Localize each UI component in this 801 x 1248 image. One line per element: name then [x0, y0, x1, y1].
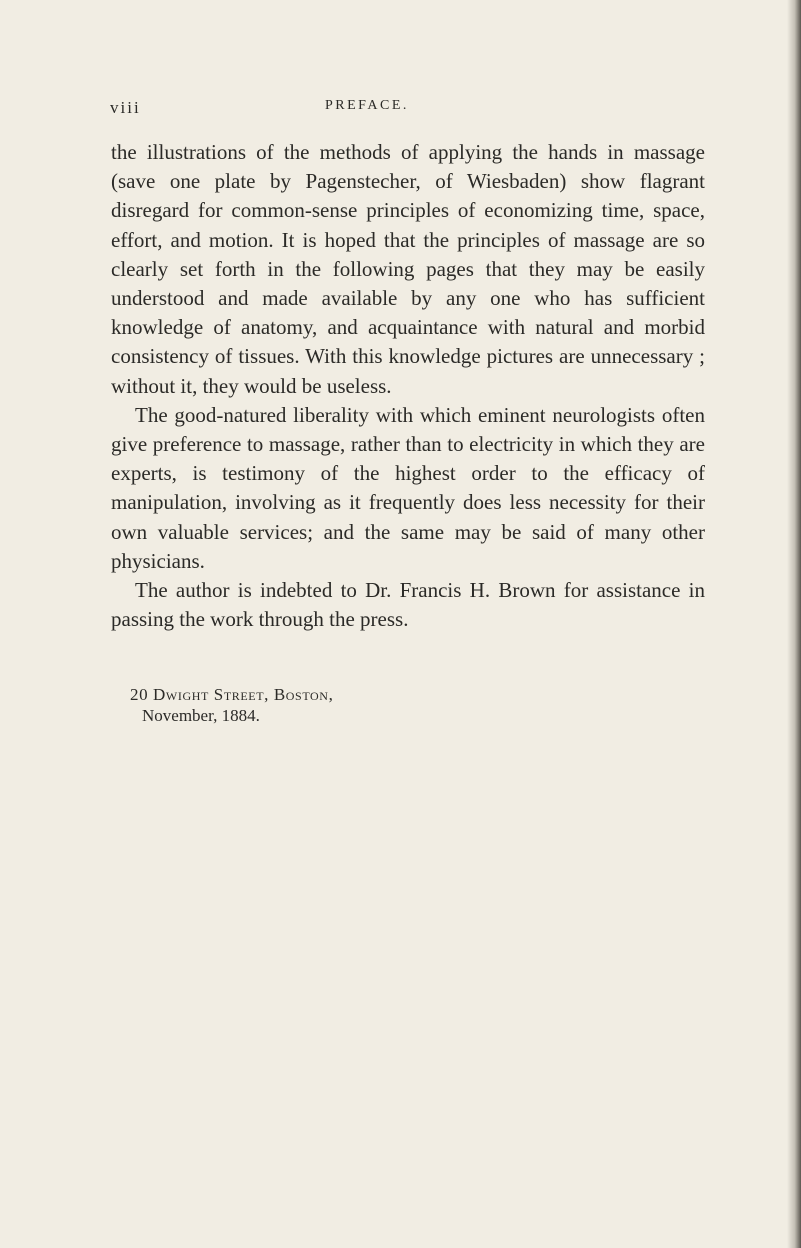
page-edge-shadow	[787, 0, 801, 1248]
page-number: viii	[110, 98, 141, 117]
signature-block	[130, 684, 333, 726]
signature-date: November, 1884.	[142, 706, 260, 725]
running-title: PREFACE.	[325, 98, 409, 113]
page-header	[110, 98, 710, 122]
signature-address: 20 Dwight Street, Boston,	[130, 685, 334, 704]
paragraph-acknowledgement: The author is indebted to Dr. Francis H. Brown for assistance in passing the work through the press.	[111, 578, 705, 632]
paragraph-neurologists: The good-natured liberality with which eminent neurologists often give preference to massage, rather than to electricity in which they are experts, is testimony of the highest order to the efficacy of manipulation, involving as it frequently does less necessity for their own valuable services; and the same may be said of many other physicians.	[111, 402, 705, 573]
preface-body	[111, 138, 705, 634]
paragraph-continued: the illustrations of the methods of applying the hands in massage (save one plate by Pagenstecher, of Wiesbaden) show flagrant disregard for common-sense principles of economizing time, space, effort, and motion. It is hoped that the principles of massage are so clearly set forth in the following pages that they may be easily understood and made available by any one who has sufficient knowledge of anatomy, and acquaintance with natural and morbid consistency of tissues. With this knowledge pictures are unnecessary ; without it, they would be useless.	[111, 140, 705, 398]
